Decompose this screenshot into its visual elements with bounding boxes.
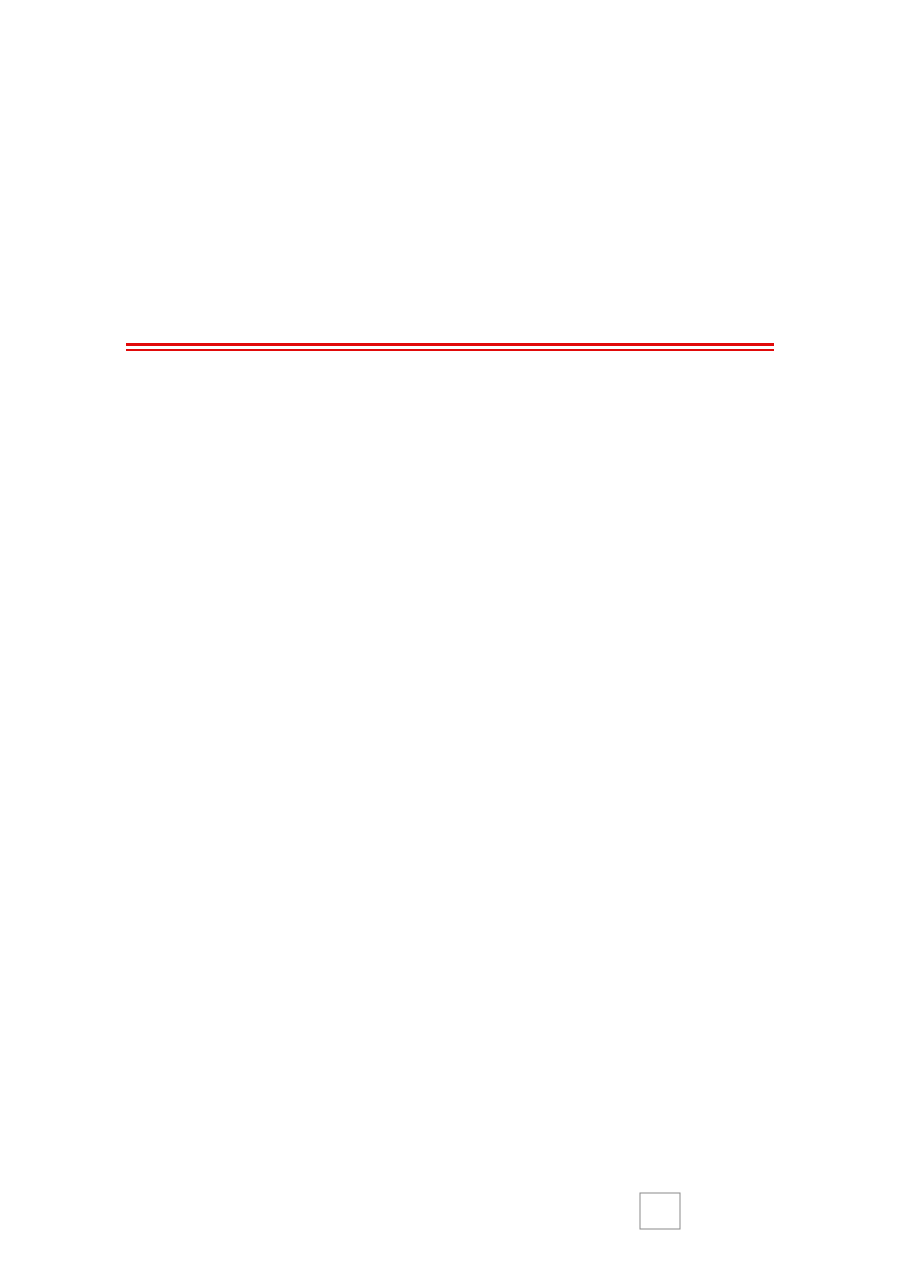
header-divider	[126, 343, 774, 346]
chart-svg	[136, 934, 760, 1156]
watermark	[638, 1191, 692, 1231]
line-chart	[136, 934, 760, 1156]
header-divider-thin	[126, 349, 774, 351]
library-seal-icon	[638, 1191, 682, 1231]
